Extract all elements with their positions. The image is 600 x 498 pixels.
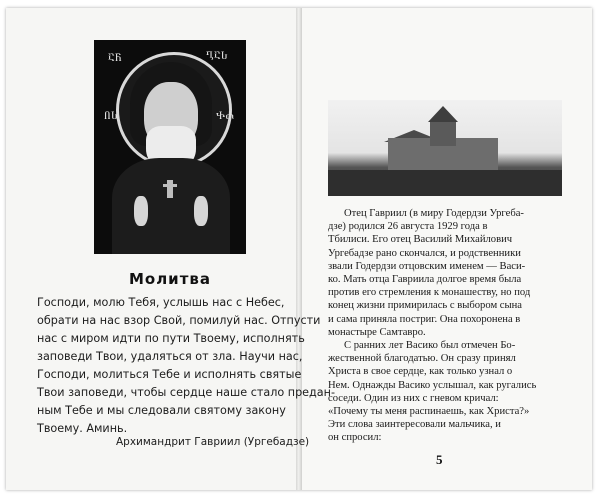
body-text-line: Нем. Однажды Васико услышал, как ругались: [328, 379, 537, 391]
prayer-line: Господи, молиться Тебе и исполнять святые: [37, 368, 302, 381]
church-dome: [428, 106, 458, 122]
body-text-line: он спросил:: [328, 432, 382, 444]
right-hand: [194, 196, 208, 226]
prayer-line: Твои заповеди, чтобы сердце наше стало предан-: [37, 386, 336, 399]
body-text-line: против его стремления к монашеству, но под: [328, 287, 531, 299]
body-text-line: Эти слова заинтересовали мальчика, и: [328, 419, 501, 431]
church-photo: [328, 100, 562, 196]
page-number: 5: [436, 451, 443, 467]
body-text-line: конец жизни примирилась с выбором сына: [328, 300, 522, 312]
body-text-line: соседи. Один из них с гневом кричал:: [328, 392, 499, 404]
icon-inscription: ႵႻ: [216, 112, 235, 122]
body-text-line: Ургебадзе рано скончался, и родственники: [328, 247, 521, 259]
body-text-line: ко. Мать отца Гавриила долгое время была: [328, 274, 522, 285]
body-text-line: звали Годердзи отцовским именем — Васи-: [328, 260, 526, 272]
prayer-title: Молитва: [128, 270, 212, 288]
body-text-line: Тбилиси. Его отец Василий Михайлович: [328, 234, 513, 246]
book-spine: [296, 8, 302, 490]
prayer-line: обрати на нас взор Свой, помилуй нас. Отпусти: [37, 314, 321, 327]
icon-portrait-image: [94, 40, 246, 254]
prayer-line: заповеди Твои, удаляться от зла. Научи нас,: [37, 350, 303, 363]
prayer-line: Господи, молю Тебя, услышь нас с Небес,: [37, 296, 285, 309]
icon-inscription: ႶႱ: [104, 112, 119, 122]
prayer-line: Твоему. Аминь.: [37, 422, 128, 435]
body-text-line: «Почему ты меня распинаешь, как Христа?»: [328, 406, 530, 417]
monk-robe: [112, 158, 230, 254]
body-text-line: Отец Гавриил (в миру Годердзи Ургеба-: [344, 208, 524, 219]
body-text-line: дзе) родился 26 августа 1929 года в: [328, 221, 488, 233]
cross: [167, 180, 173, 198]
prayer-line: нас с миром идти по пути Твоему, исполнять: [37, 332, 305, 345]
church-tower: [430, 120, 456, 146]
body-text-line: Христа в свое сердце, как только узнал о: [328, 366, 513, 378]
icon-inscription: ႢႠႱ: [206, 52, 229, 62]
body-text-line: и сама приняла постриг. Она похоронена в: [328, 313, 521, 325]
left-hand: [134, 196, 148, 226]
body-text-line: монастыре Самтавро.: [328, 326, 426, 338]
foreground-wall: [328, 170, 562, 196]
icon-inscription: ႠႬ: [108, 54, 123, 64]
body-text-line: С ранних лет Васико был отмечен Бо-: [344, 340, 516, 351]
signature: Архимандрит Гавриил (Ургебадзе): [116, 436, 310, 448]
body-text-line: жественной благодатью. Он сразу принял: [328, 353, 516, 365]
prayer-line: ным Тебе и мы следовали святому закону: [37, 404, 286, 417]
